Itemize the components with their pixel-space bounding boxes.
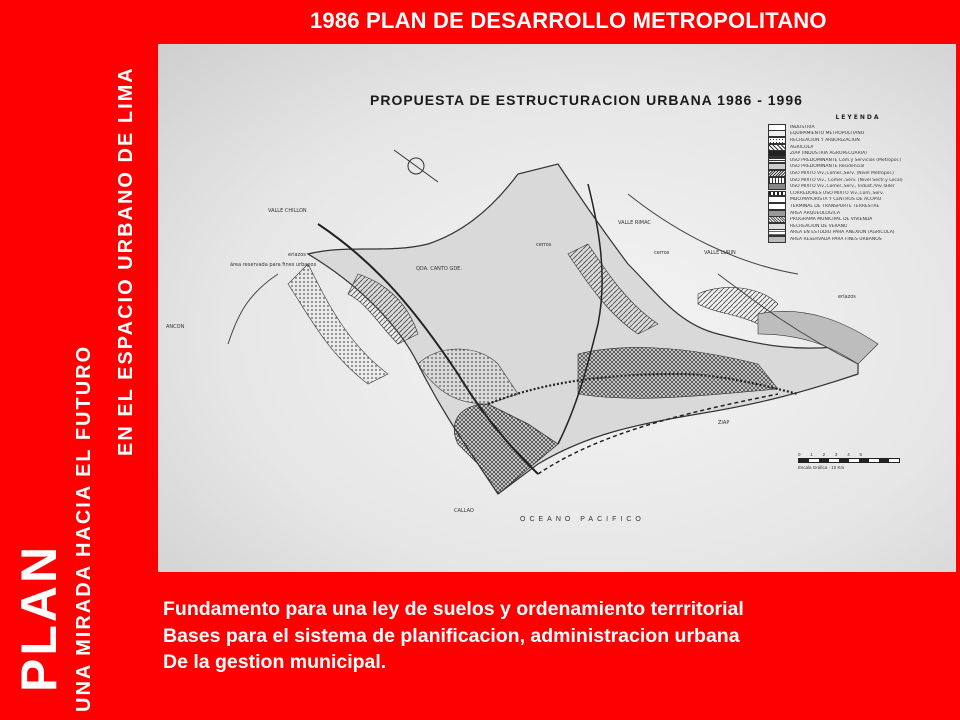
label-area-reservada: área reservada para fines urbanos: [230, 262, 317, 268]
legend-title: LEYENDA: [835, 114, 881, 121]
legend-item: AGRICOLA: [768, 144, 948, 151]
label-callao: CALLAO: [454, 508, 474, 514]
legend-item: MDO.MAYORISTA Y CENTROS DE ACOPIO: [768, 197, 948, 204]
scale-bar: [798, 458, 900, 463]
bottom-line-3: De la gestion municipal.: [163, 651, 387, 673]
label-ancon: ANCON: [166, 324, 185, 330]
map-title: PROPUESTA DE ESTRUCTURACION URBANA 1986 - 1996: [370, 92, 803, 108]
scale-tick: 5: [859, 452, 862, 457]
label-cerros-2: cerros: [654, 250, 670, 256]
legend-swatch: [768, 183, 786, 190]
legend-swatch: [768, 236, 786, 243]
legend-item: AREA EN ESTUDIO PARA ANEXION (AGRICOLA): [768, 230, 948, 237]
legend-item: RECREACION Y ARBORIZACION: [768, 137, 948, 144]
legend-item: USO PREDOMINANTE Residencial: [768, 164, 948, 171]
scale-label: Escala Gráfica: [798, 465, 828, 470]
legend-item: AREA ARQUEOLOGICA: [768, 210, 948, 217]
legend-item: CORREDORES USO MIXTO Viv.,Com.,Serv.: [768, 190, 948, 197]
bottom-line-2: Bases para el sistema de planificacion, administracion urbana: [163, 624, 740, 647]
label-valle-chillon: VALLE CHILLON: [268, 208, 307, 214]
label-valle-rimac: VALLE RIMAC: [618, 220, 651, 226]
plan-map-photo: [158, 44, 956, 572]
legend-item: TERMINAL DE TRANSPORTE TERRESTRE: [768, 203, 948, 210]
bottom-line-1: Fundamento para una ley de suelos y ordenamiento terrritorial: [163, 598, 744, 620]
label-qda-canto: QDA. CANTO GDE.: [416, 266, 462, 272]
legend-item: USO PREDOMINANTE Com.y Servicios (Metropol.): [768, 157, 948, 164]
legend-item: USO MIXTO Viv.,Comer.,Serv., Indust./Viv.Taller: [768, 183, 948, 190]
scale-tick: 0: [798, 452, 801, 457]
legend-item: AREA RESERVADA PARA FINES URBANOS: [768, 236, 948, 243]
slide-title: 1986 PLAN DE DESARROLLO METROPOLITANO: [310, 8, 827, 33]
scale-tick: 4: [847, 452, 850, 457]
side-subtitle-2: EN EL ESPACIO URBANO DE LIMA: [115, 66, 137, 456]
scale-tick: 2: [822, 452, 826, 457]
scale-tick: 1: [810, 452, 813, 457]
side-subtitle-1: UNA MIRADA HACIA EL FUTURO: [73, 344, 95, 712]
label-valle-lurin: VALLE LURIN: [704, 250, 736, 256]
label-eriazos-1: eriazos: [288, 252, 306, 258]
legend-item: EQUIPAMIENTO METROPOLITANO: [768, 131, 948, 138]
coast-line-north: [228, 274, 278, 344]
legend-item: INDUSTRIA: [768, 124, 948, 131]
legend-item: RECREACION DE VERANO: [768, 223, 948, 230]
north-arrow-icon: [394, 150, 438, 182]
label-ziap: ZIAP: [718, 420, 730, 426]
label-eriazos-2: eriazos: [838, 294, 856, 300]
side-title-plan: PLAN: [11, 543, 67, 692]
legend-item: ZIAP (INDUSTRIA AGROPECUARIA): [768, 150, 948, 157]
legend-item: USO MIXTO Viv., Comer.,Serv. (Nivel Sectr.y Local): [768, 177, 948, 184]
bottom-text: [163, 596, 744, 676]
label-ocean: OCEANO PACIFICO: [520, 516, 645, 523]
map-legend: [768, 114, 948, 243]
legend-item: PROGRAMA MUNICIPAL DE VIVIENDA: [768, 216, 948, 223]
scale-end: 10 Km: [831, 465, 845, 470]
scale-tick: 3: [834, 452, 838, 457]
legend-item: USO MIXTO Viv.,Comer.,Serv. (Nivel Metropol.): [768, 170, 948, 177]
map-scale: 0 1 2 3 4 5 Escala Gráfica · 10 Km: [798, 452, 898, 470]
label-cerros-1: cerros: [536, 242, 552, 248]
legend-swatch: [768, 191, 786, 196]
